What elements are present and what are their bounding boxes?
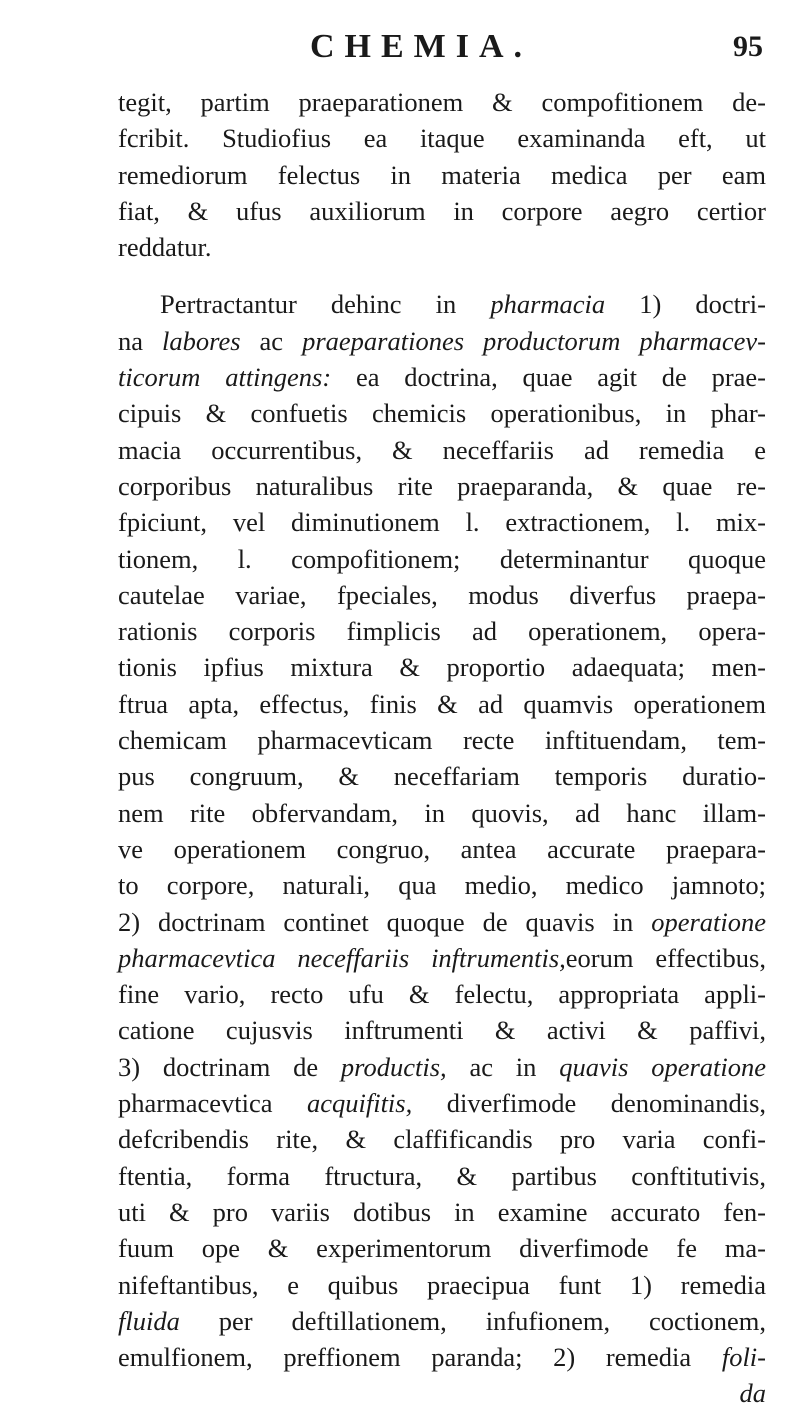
text-segment: nem rite obfervandam, in quovis, ad hanc illam- [118,797,766,828]
text-line [118,613,766,649]
text-line [118,504,766,540]
text-segment: eorum effectibus, [565,942,766,973]
text-line [118,432,766,468]
text-line [118,758,766,794]
text-segment: ftentia, forma ftructura, & partibus conftitutivis, [118,1160,766,1191]
text-line [118,120,766,156]
italic-term: productis, [340,1051,447,1082]
text-segment: diverfimode denominandis, [412,1088,767,1119]
italic-term: pharmacia [490,289,606,320]
italic-term: operatione [651,906,766,937]
text-line [118,1339,766,1375]
text-line [118,904,766,940]
italic-term: fluida [118,1305,180,1336]
text-segment: ac in [446,1051,560,1082]
text-segment: na [118,325,163,356]
text-segment: emulfionem, preffionem paranda; 2) remedia [118,1342,722,1373]
text-line [118,1303,766,1339]
text-line [118,395,766,431]
italic-term: quavis operatione [559,1051,767,1082]
text-line [118,286,766,322]
text-line [118,795,766,831]
text-line [118,831,766,867]
text-line [118,1049,766,1085]
text-line [118,193,766,229]
text-segment: rationis corporis fimplicis ad operationem, opera- [118,616,766,647]
text-line [118,359,766,395]
text-line [118,867,766,903]
text-segment: 1) doctri- [605,289,766,320]
text-segment: pharmacevtica [118,1088,307,1119]
text-segment: 2) doctrinam continet quoque de quavis in [118,906,652,937]
italic-term: acquifitis, [306,1088,413,1119]
text-segment: cautelae variae, fpeciales, modus diverfus praepa- [118,579,766,610]
text-line [118,1375,766,1411]
text-segment: ea doctrina, quae agit de prae- [331,362,766,393]
text-line [118,229,766,265]
italic-term: foli- [721,1342,766,1373]
text-line [118,649,766,685]
text-line [118,1085,766,1121]
text-line [118,468,766,504]
text-line [118,541,766,577]
text-segment: fiat, & ufus auxiliorum in corpore aegro certior [118,195,766,226]
text-segment: chemicam pharmacevticam recte inftituendam, tem- [118,725,766,756]
italic-term: praeparationes productorum pharmacev- [302,325,766,356]
text-segment: ac [240,325,303,356]
text-line [118,1158,766,1194]
text-segment: pus congruum, & neceffariam temporis duratio- [118,761,766,792]
text-line [118,157,766,193]
text-segment: catione cujusvis inftrumenti & activi & paffivi, [118,1015,766,1046]
text-line [118,940,766,976]
italic-term: da [739,1378,766,1409]
text-segment: uti & pro variis dotibus in examine accurato fen- [118,1196,766,1227]
text-segment: 3) doctrinam de [118,1051,341,1082]
text-line [118,1230,766,1266]
text-line [118,1194,766,1230]
text-segment: Pertractantur dehinc in [160,289,491,320]
text-segment: nifeftantibus, e quibus praecipua funt 1) remedia [118,1269,766,1300]
italic-term: ticorum attingens: [118,362,332,393]
text-line [118,1121,766,1157]
text-segment: corporibus naturalibus rite praeparanda, & quae re- [118,470,766,501]
text-segment: fpiciunt, vel diminutionem l. extractionem, l. mix- [118,507,766,538]
text-segment: tionem, l. compofitionem; determinantur quoque [118,543,766,574]
text-line [118,1267,766,1303]
text-segment: ve operationem congruo, antea accurate praepara- [118,833,766,864]
text-line [118,976,766,1012]
page-number: 95 [733,30,763,63]
text-segment: defcribendis rite, & claffificandis pro varia confi- [118,1124,766,1155]
text-segment: fine vario, recto ufu & felectu, appropriata appli- [118,979,766,1010]
text-line [118,84,766,120]
text-segment: reddatur. [118,232,212,263]
text-segment: ftrua apta, effectus, finis & ad quamvis operationem [118,688,766,719]
text-line [118,686,766,722]
italic-term: pharmacevtica neceffariis inftrumentis, [118,942,566,973]
text-segment: remediorum felectus in materia medica per eam [118,159,766,190]
text-segment: to corpore, naturali, qua medio, medico jamnoto; [118,870,766,901]
running-title: CHEMIA. [310,28,533,65]
text-line [118,577,766,613]
text-segment: per deftillationem, infufionem, coctionem, [179,1305,766,1336]
text-line [118,722,766,758]
italic-term: labores [162,325,241,356]
text-segment: fcribit. Studiofius ea itaque examinanda eft, ut [118,123,766,154]
text-segment: macia occurrentibus, & neceffariis ad remedia e [118,434,766,465]
body-text [118,84,766,1412]
page-header [0,22,801,70]
text-line [118,1012,766,1048]
text-segment: cipuis & confuetis chemicis operationibus, in phar- [118,398,766,429]
text-segment: tegit, partim praeparationem & compofitionem de- [118,87,766,117]
text-segment: tionis ipfius mixtura & proportio adaequata; men- [118,652,766,683]
text-segment: fuum ope & experimentorum diverfimode fe ma- [118,1233,766,1264]
text-line [118,323,766,359]
